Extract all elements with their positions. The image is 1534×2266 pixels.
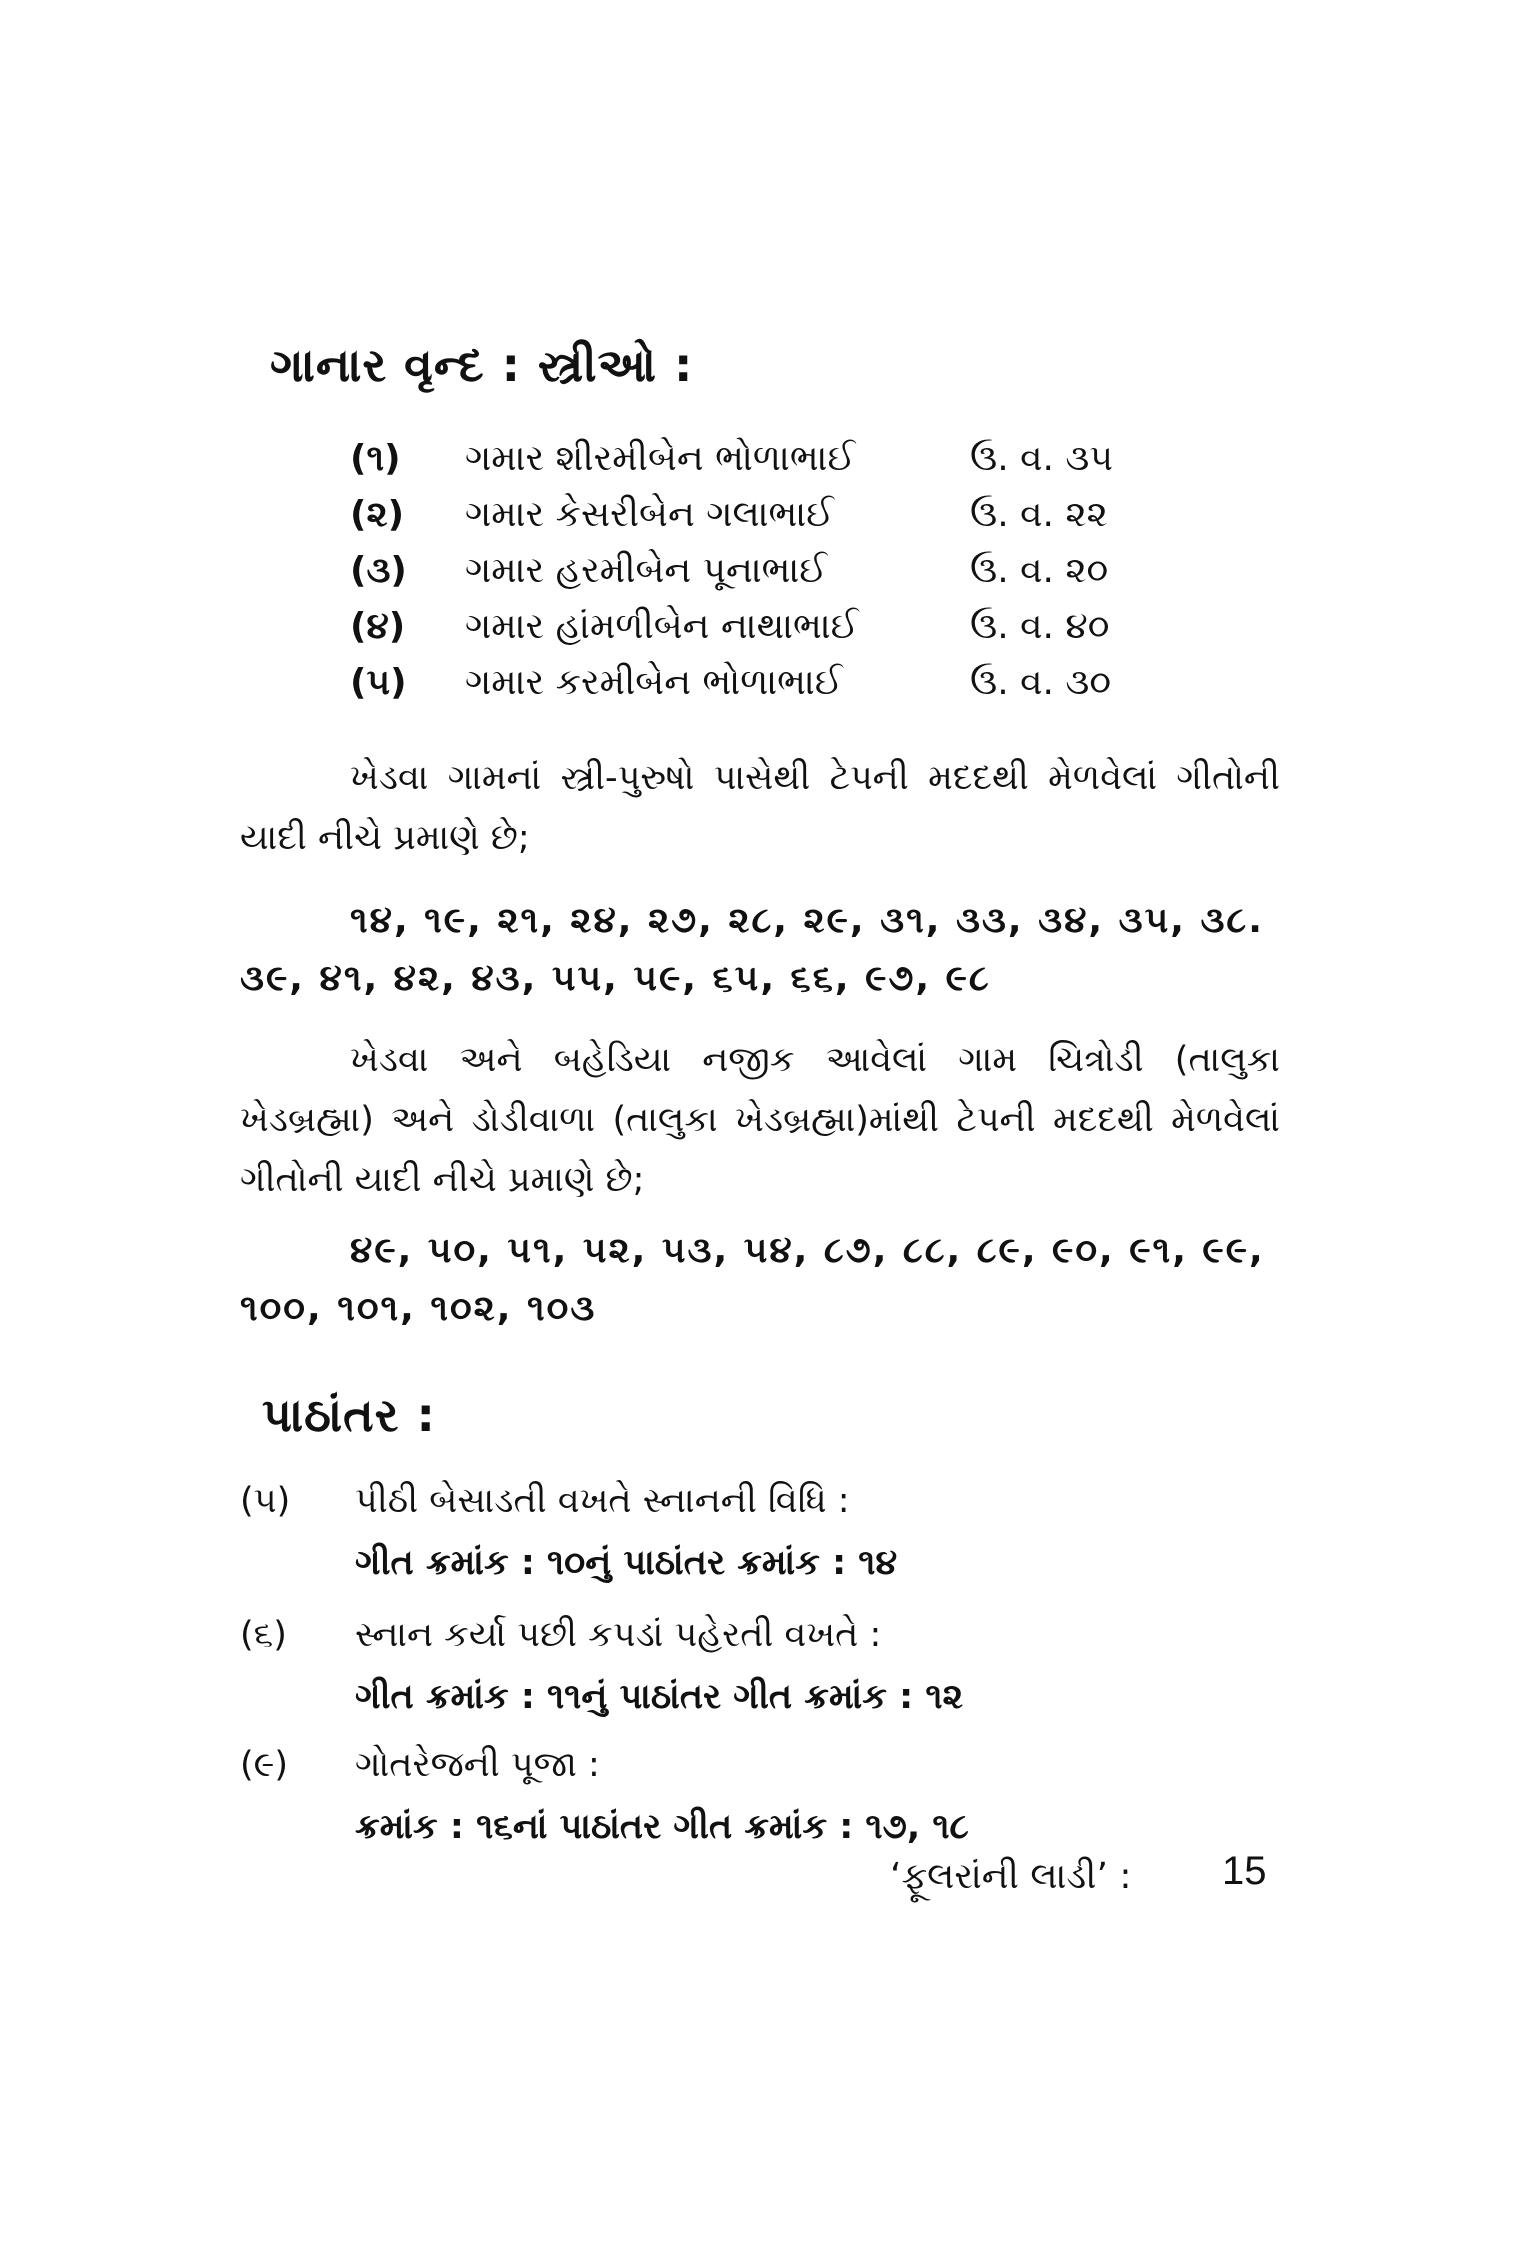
singer-row bbox=[350, 550, 1150, 600]
singer-name: ગમાર કેસરીબેન ગલાભાઈ bbox=[465, 494, 834, 535]
page-number: 15 bbox=[1222, 1849, 1267, 1893]
singer-name: ગમાર હાંમળીબેન નાથાભાઈ bbox=[465, 606, 859, 647]
singer-row bbox=[350, 606, 1150, 656]
variant-title: સ્નાન કર્યા પછી કપડાં પહેરતી વખતે : bbox=[355, 1615, 882, 1655]
singer-name: ગમાર કરમીબેન ભોળાભાઈ bbox=[465, 662, 843, 703]
singer-number: (૨) bbox=[350, 494, 405, 535]
singer-age: ઉ. વ. ૩૦ bbox=[970, 662, 1112, 703]
variant-title: ગોતરેજની પૂજા : bbox=[355, 1745, 600, 1785]
singer-age: ઉ. વ. ૨૨ bbox=[970, 494, 1108, 535]
variant-reference: ગીત ક્રમાંક : ૧૧નું પાઠાંતર ગીત ક્રમાંક : ૧૨ bbox=[355, 1677, 964, 1717]
paragraph-nearby-villages: ખેડવા અને બહેડિયા નજીક આવેલાં ગામ ચિત્રોડી (તાલુકા ખેડબ્રહ્મા) અને ડોડીવાળા (તાલુકા ખેડબ્રહ્મા)માંથી ટેપની મદદથી મેળવેલાં ગીતોની યાદી નીચે પ્રમાણે છે; bbox=[240, 1040, 1280, 1200]
singer-number: (૪) bbox=[350, 606, 406, 647]
singer-age: ઉ. વ. ૪૦ bbox=[970, 606, 1110, 647]
paragraph-kheda-songs: ખેડવા ગામનાં સ્ત્રી-પુરુષો પાસેથી ટેપની મદદથી મેળવેલાં ગીતોની યાદી નીચે પ્રમાણે છે; bbox=[240, 758, 1280, 858]
singer-number: (૫) bbox=[350, 662, 407, 703]
variant-title: પીઠી બેસાડતી વખતે સ્નાનની વિધિ : bbox=[355, 1481, 850, 1521]
singers-heading: ગાનાર વૃન્દ : સ્ત્રીઓ : bbox=[270, 338, 694, 392]
variant-reference: ગીત ક્રમાંક : ૧૦નું પાઠાંતર ક્રમાંક : ૧૪ bbox=[355, 1543, 898, 1583]
variant-number: (૯) bbox=[240, 1745, 289, 1785]
variant-number: (૫) bbox=[240, 1481, 291, 1521]
singer-number: (૩) bbox=[350, 550, 407, 591]
singer-name: ગમાર શીરમીબેન ભોળાભાઈ bbox=[465, 438, 856, 479]
singer-age: ઉ. વ. ૨૦ bbox=[970, 550, 1109, 591]
singer-number: (૧) bbox=[350, 438, 401, 479]
singer-row bbox=[350, 662, 1150, 712]
song-number-list-1: ૧૪, ૧૯, ૨૧, ૨૪, ૨૭, ૨૮, ૨૯, ૩૧, ૩૩, ૩૪, ૩૫, ૩૮. ૩૯, ૪૧, ૪૨, ૪૩, ૫૫, ૫૯, ૬૫, ૬૬, ૯૭, ૯૮ bbox=[240, 900, 1264, 999]
variants-heading: પાઠાંતર : bbox=[262, 1388, 436, 1442]
singer-row bbox=[350, 494, 1150, 544]
variant-reference: ક્રમાંક : ૧૬નાં પાઠાંતર ગીત ક્રમાંક : ૧૭, ૧૮ bbox=[355, 1807, 969, 1847]
singer-row bbox=[350, 438, 1150, 488]
variant-number: (૬) bbox=[240, 1615, 287, 1655]
song-number-list-2: ૪૯, ૫૦, ૫૧, ૫૨, ૫૩, ૫૪, ૮૭, ૮૮, ૮૯, ૯૦, ૯૧, ૯૯, ૧૦૦, ૧૦૧, ૧૦૨, ૧૦૩ bbox=[240, 1230, 1265, 1329]
singer-name: ગમાર હરમીબેન પૂનાભાઈ bbox=[465, 550, 828, 591]
singer-age: ઉ. વ. ૩૫ bbox=[970, 438, 1114, 479]
running-footer-title: ‘ફૂલરાંની લાડી’ : bbox=[890, 1856, 1132, 1897]
